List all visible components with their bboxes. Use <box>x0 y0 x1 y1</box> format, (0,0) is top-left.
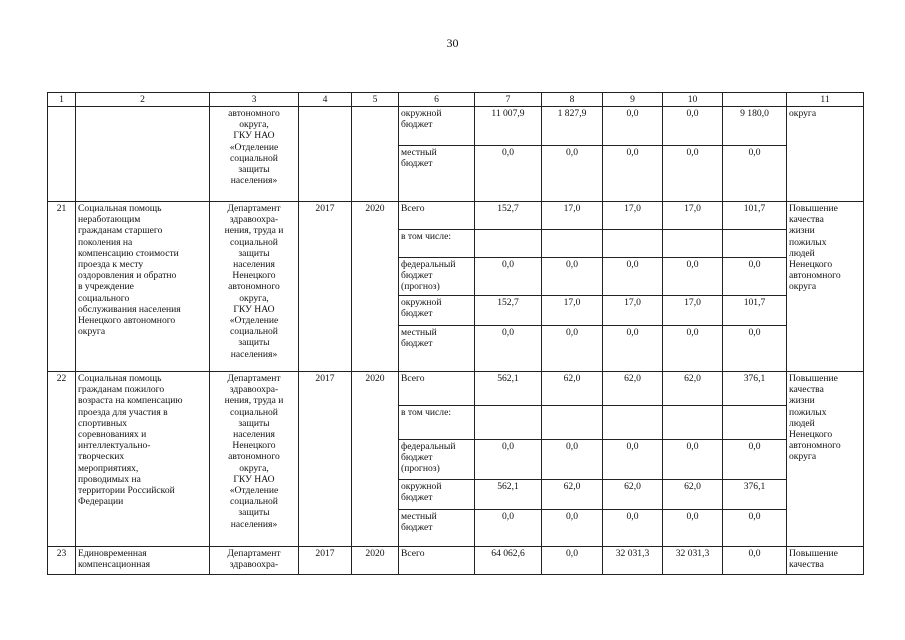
value-cell <box>475 406 542 440</box>
end-year-cell: 2020 <box>352 547 399 575</box>
value-cell: 17,0 <box>603 202 663 230</box>
funding-source-cell: в том числе: <box>399 406 475 440</box>
value-cell: 101,7 <box>723 202 787 230</box>
start-year-cell: 2017 <box>299 202 352 372</box>
column-header: 6 <box>399 93 475 107</box>
column-header: 9 <box>603 93 663 107</box>
value-cell: 152,7 <box>475 296 542 326</box>
funding-source-cell: окружной бюджет <box>399 296 475 326</box>
value-cell: 0,0 <box>723 146 787 202</box>
value-cell <box>663 230 723 258</box>
item-number-cell: 23 <box>48 547 76 575</box>
value-cell: 32 031,3 <box>603 547 663 575</box>
value-cell: 0,0 <box>723 258 787 296</box>
value-cell: 376,1 <box>723 480 787 510</box>
table-row <box>48 107 864 146</box>
value-cell <box>475 230 542 258</box>
value-cell: 0,0 <box>475 146 542 202</box>
value-cell: 376,1 <box>723 372 787 406</box>
value-cell: 562,1 <box>475 372 542 406</box>
funding-source-cell: местный бюджет <box>399 146 475 202</box>
value-cell: 0,0 <box>723 440 787 480</box>
value-cell: 0,0 <box>542 510 603 547</box>
value-cell: 62,0 <box>542 480 603 510</box>
value-cell: 62,0 <box>603 480 663 510</box>
value-cell: 62,0 <box>663 372 723 406</box>
executor-cell: автономного округа, ГКУ НАО «Отделение социальной защиты населения» <box>210 107 299 202</box>
executor-cell: Департамент здравоохра- нения, труда и социальной защиты населения Ненецкого автономного округа, ГКУ НАО «Отделение социальной защиты населения» <box>210 202 299 372</box>
column-header: 3 <box>210 93 299 107</box>
value-cell: 0,0 <box>663 326 723 372</box>
value-cell: 562,1 <box>475 480 542 510</box>
table-row <box>48 372 864 406</box>
executor-cell: Департамент здравоохра- <box>210 547 299 575</box>
value-cell <box>542 230 603 258</box>
value-cell: 0,0 <box>603 440 663 480</box>
value-cell: 0,0 <box>542 440 603 480</box>
funding-source-cell: в том числе: <box>399 230 475 258</box>
value-cell: 11 007,9 <box>475 107 542 146</box>
funding-source-cell: Всего <box>399 202 475 230</box>
start-year-cell <box>299 107 352 202</box>
value-cell: 0,0 <box>542 146 603 202</box>
column-header: 1 <box>48 93 76 107</box>
value-cell: 17,0 <box>663 202 723 230</box>
funding-source-cell: Всего <box>399 547 475 575</box>
funding-source-cell: окружной бюджет <box>399 480 475 510</box>
value-cell: 0,0 <box>663 258 723 296</box>
value-cell: 0,0 <box>475 510 542 547</box>
item-name-cell: Социальная помощь неработающим гражданам старшего поколения на компенсацию стоимости проезда к месту оздоровления и обратно в учреждение социального обслуживания населения Ненецкого автономного округа <box>76 202 210 372</box>
funding-source-cell: окружной бюджет <box>399 107 475 146</box>
table-row <box>48 547 864 575</box>
start-year-cell: 2017 <box>299 547 352 575</box>
value-cell: 0,0 <box>475 326 542 372</box>
column-header: 11 <box>787 93 864 107</box>
funding-source-cell: Всего <box>399 372 475 406</box>
page-number: 30 <box>446 36 459 50</box>
value-cell: 101,7 <box>723 296 787 326</box>
table-row <box>48 202 864 230</box>
value-cell: 17,0 <box>603 296 663 326</box>
value-cell <box>723 230 787 258</box>
end-year-cell <box>352 107 399 202</box>
value-cell: 0,0 <box>603 146 663 202</box>
value-cell: 152,7 <box>475 202 542 230</box>
value-cell: 0,0 <box>663 146 723 202</box>
column-header: 4 <box>299 93 352 107</box>
column-number-row <box>48 93 864 107</box>
program-table <box>47 92 864 575</box>
result-cell: Повышение качества жизни пожилых людей Ненецкого автономного округа <box>787 202 864 372</box>
column-header: 7 <box>475 93 542 107</box>
item-name-cell <box>76 107 210 202</box>
value-cell: 1 827,9 <box>542 107 603 146</box>
value-cell: 0,0 <box>603 326 663 372</box>
item-name-cell: Социальная помощь гражданам пожилого возраста на компенсацию проезда для участия в спортивных соревнованиях и интеллектуально- творческих мероприятиях, проводимых на территории Российской Федерации <box>76 372 210 547</box>
value-cell: 0,0 <box>475 440 542 480</box>
value-cell: 62,0 <box>542 372 603 406</box>
value-cell <box>723 406 787 440</box>
value-cell: 0,0 <box>542 258 603 296</box>
value-cell: 0,0 <box>723 510 787 547</box>
value-cell: 0,0 <box>603 107 663 146</box>
value-cell: 62,0 <box>663 480 723 510</box>
result-cell: округа <box>787 107 864 202</box>
column-header: 5 <box>352 93 399 107</box>
value-cell: 0,0 <box>475 258 542 296</box>
result-cell: Повышение качества <box>787 547 864 575</box>
funding-source-cell: федеральный бюджет (прогноз) <box>399 440 475 480</box>
column-header: 10 <box>663 93 723 107</box>
funding-source-cell: местный бюджет <box>399 326 475 372</box>
value-cell: 0,0 <box>603 510 663 547</box>
column-header: 8 <box>542 93 603 107</box>
value-cell <box>603 230 663 258</box>
start-year-cell: 2017 <box>299 372 352 547</box>
value-cell: 0,0 <box>603 258 663 296</box>
value-cell: 0,0 <box>663 440 723 480</box>
value-cell: 0,0 <box>663 510 723 547</box>
value-cell: 17,0 <box>663 296 723 326</box>
item-name-cell: Единовременная компенсационная <box>76 547 210 575</box>
value-cell: 0,0 <box>723 547 787 575</box>
value-cell <box>603 406 663 440</box>
funding-source-cell: федеральный бюджет (прогноз) <box>399 258 475 296</box>
end-year-cell: 2020 <box>352 202 399 372</box>
end-year-cell: 2020 <box>352 372 399 547</box>
result-cell: Повышение качества жизни пожилых людей Ненецкого автономного округа <box>787 372 864 547</box>
value-cell: 0,0 <box>723 326 787 372</box>
item-number-cell: 22 <box>48 372 76 547</box>
funding-source-cell: местный бюджет <box>399 510 475 547</box>
value-cell <box>663 406 723 440</box>
value-cell: 62,0 <box>603 372 663 406</box>
value-cell: 0,0 <box>542 547 603 575</box>
value-cell: 32 031,3 <box>663 547 723 575</box>
executor-cell: Департамент здравоохра- нения, труда и социальной защиты населения Ненецкого автономного округа, ГКУ НАО «Отделение социальной защиты населения» <box>210 372 299 547</box>
value-cell: 0,0 <box>663 107 723 146</box>
value-cell: 64 062,6 <box>475 547 542 575</box>
value-cell <box>542 406 603 440</box>
value-cell: 0,0 <box>542 326 603 372</box>
value-cell: 17,0 <box>542 296 603 326</box>
value-cell: 17,0 <box>542 202 603 230</box>
item-number-cell <box>48 107 76 202</box>
item-number-cell: 21 <box>48 202 76 372</box>
column-header: 2 <box>76 93 210 107</box>
value-cell: 9 180,0 <box>723 107 787 146</box>
column-header <box>723 93 787 107</box>
